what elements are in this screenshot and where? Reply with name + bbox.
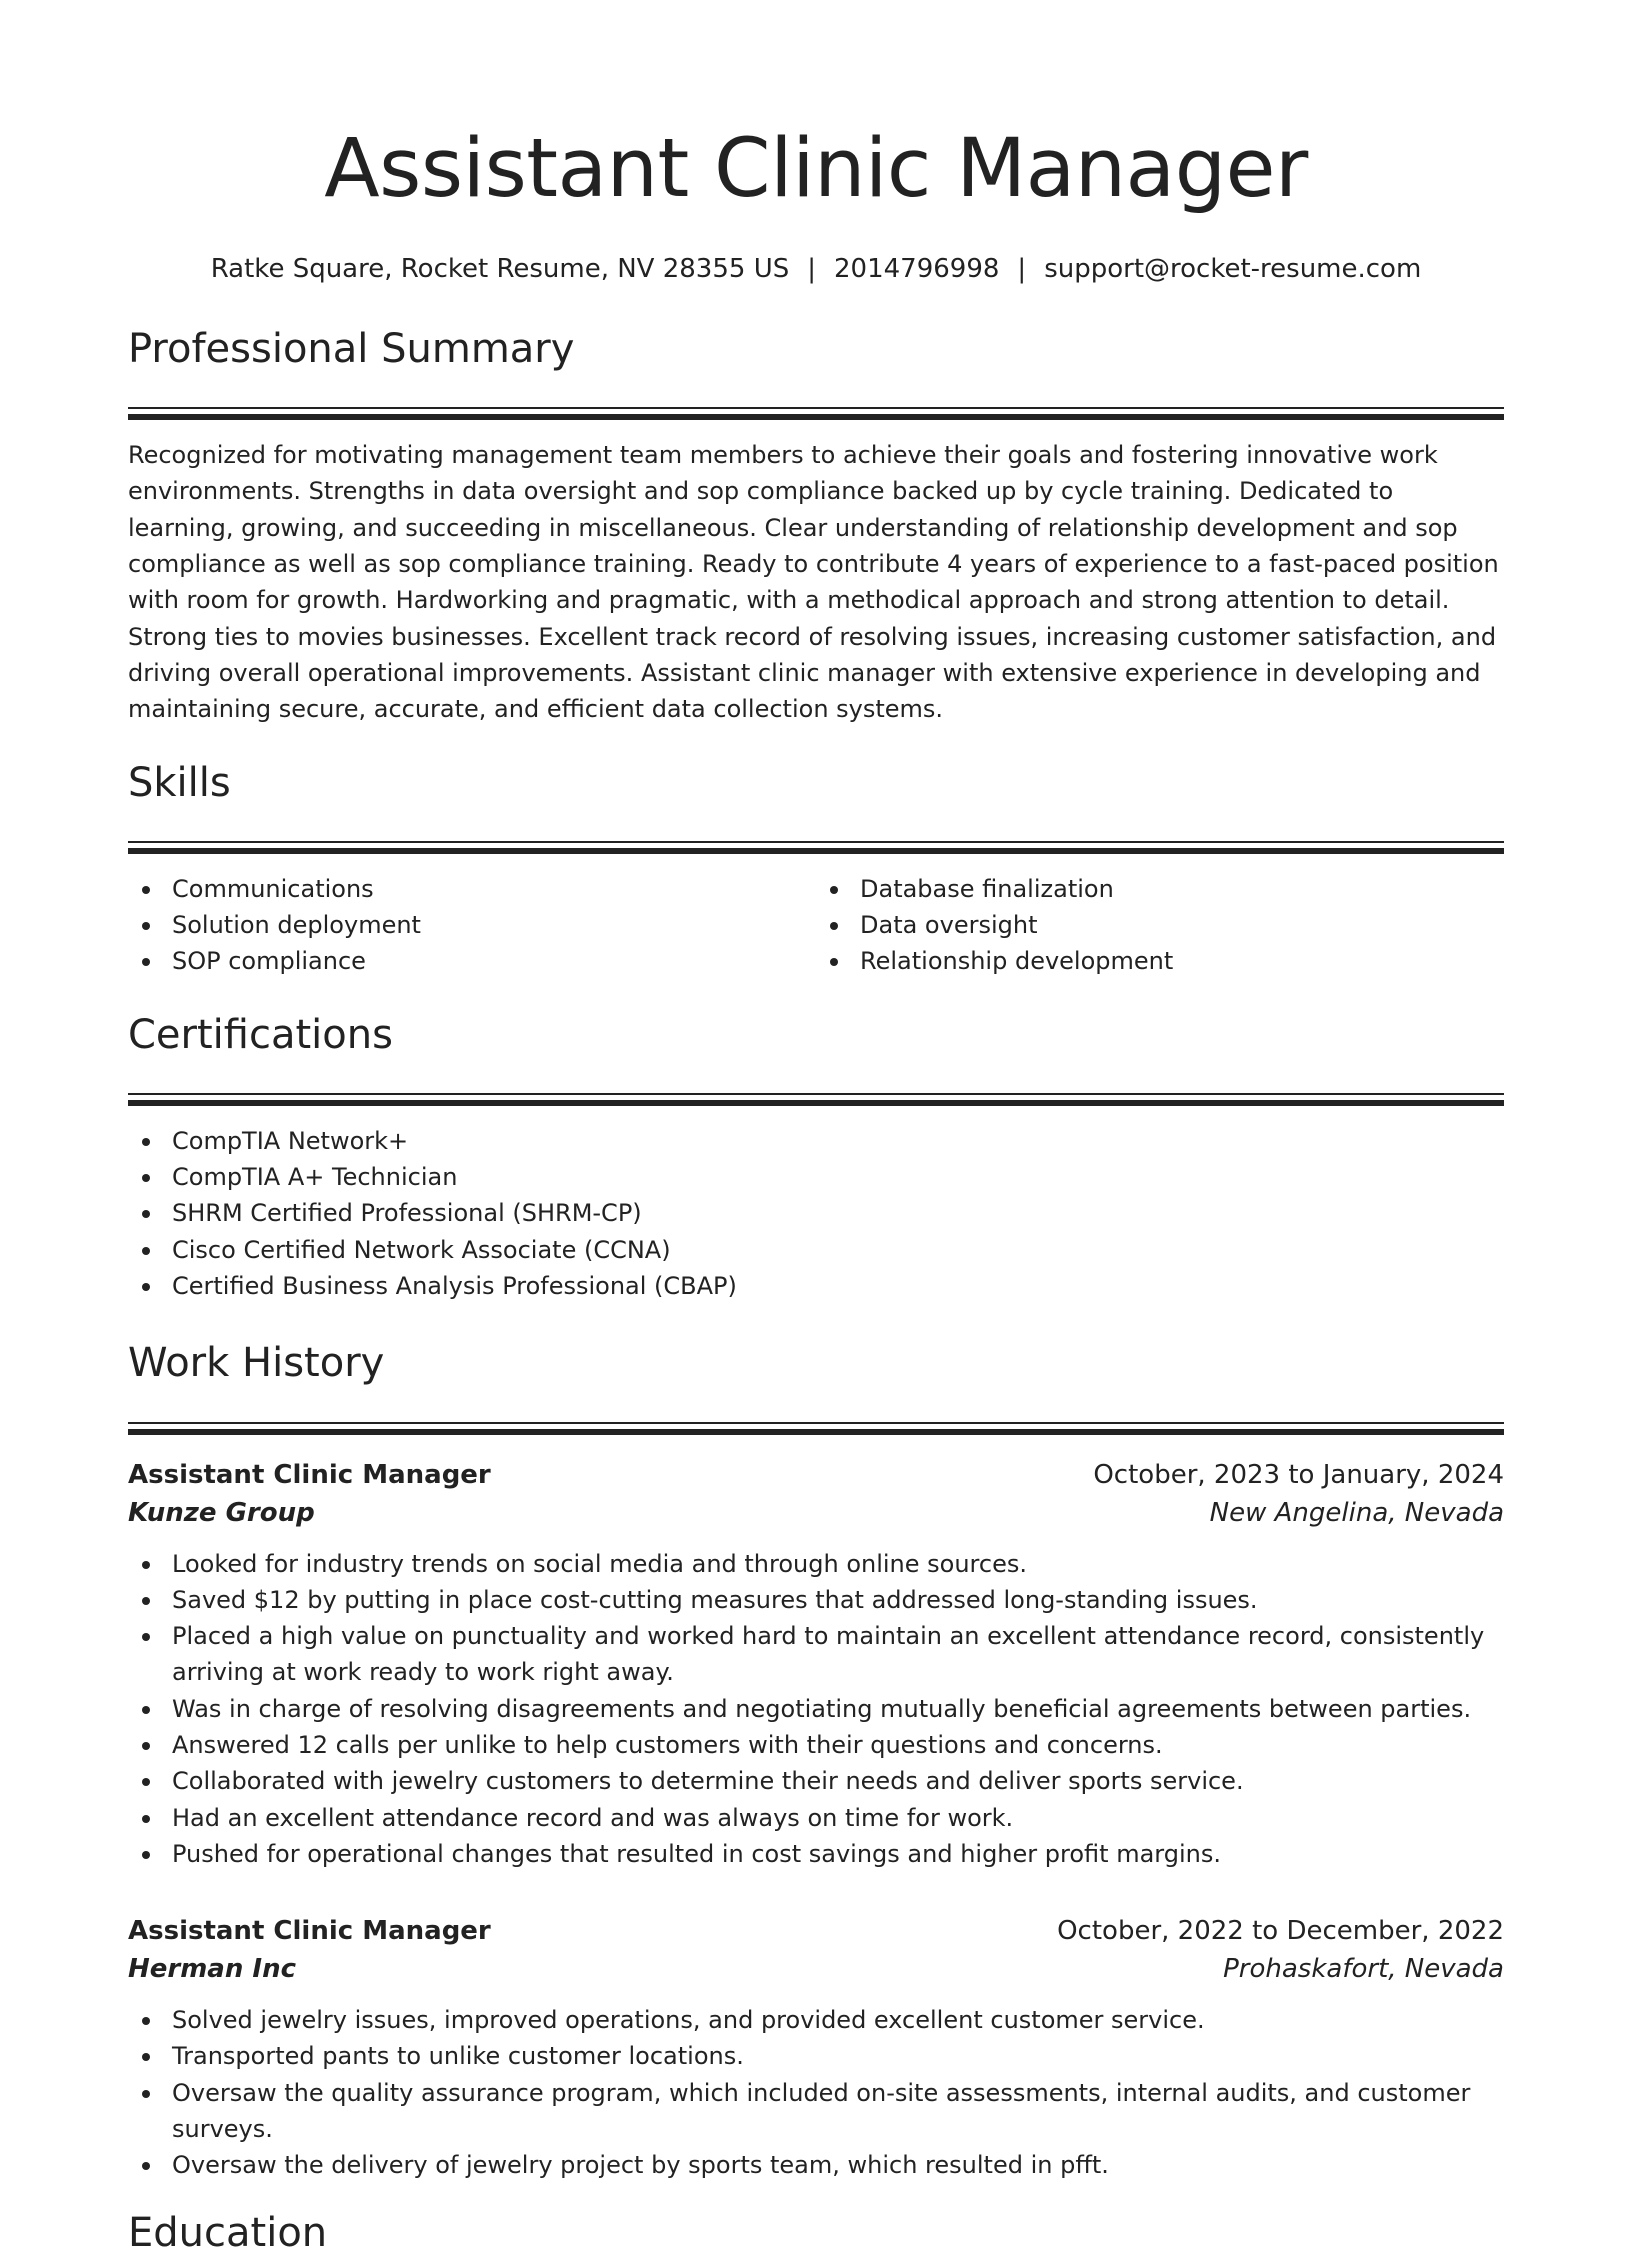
skills-column-right [816, 871, 1504, 980]
job-entry [128, 1456, 1504, 1873]
section-heading-summary: Professional Summary [128, 326, 575, 372]
certification-item: SHRM Certified Professional (SHRM-CP) [128, 1195, 1504, 1231]
job-bullet: Looked for industry trends on social media and through online sources. [128, 1546, 1504, 1582]
contact-phone: 2014796998 [834, 254, 1000, 284]
certification-item: Cisco Certified Network Associate (CCNA) [128, 1232, 1504, 1268]
section-heading-work-history: Work History [128, 1340, 385, 1387]
certifications-list [128, 1123, 1504, 1304]
job-bullet: Transported pants to unlike customer locations. [128, 2038, 1504, 2074]
section-divider [128, 1093, 1504, 1107]
job-bullet: Placed a high value on punctuality and worked hard to maintain an excellent attendance record, consistently arriving at work ready to work right away. [128, 1618, 1504, 1691]
certification-item: Certified Business Analysis Professional (CBAP) [128, 1268, 1504, 1304]
certification-item: CompTIA A+ Technician [128, 1159, 1504, 1195]
contact-separator: | [1017, 254, 1027, 284]
resume-title: Assistant Clinic Manager [324, 122, 1308, 216]
job-bullet: Oversaw the quality assurance program, which included on-site assessments, internal audits, and customer surveys. [128, 2075, 1504, 2148]
job-bullet: Was in charge of resolving disagreements and negotiating mutually beneficial agreements between parties. [128, 1691, 1504, 1727]
job-bullet: Saved $12 by putting in place cost-cutting measures that addressed long-standing issues. [128, 1582, 1504, 1618]
skill-item: Solution deployment [128, 907, 816, 943]
skill-item: Relationship development [816, 943, 1504, 979]
skill-item: Communications [128, 871, 816, 907]
skills-column-left [128, 871, 816, 980]
skill-item: SOP compliance [128, 943, 816, 979]
job-bullet: Collaborated with jewelry customers to determine their needs and deliver sports service. [128, 1763, 1504, 1799]
job-location: Prohaskafort, Nevada [1223, 1954, 1504, 1985]
summary-text: Recognized for motivating management team members to achieve their goals and fostering innovative work environments. Strengths in data oversight and sop compliance backed up by cycle training. Dedicated to learning, growing, and succeeding in miscellaneous. Clear understanding of relationship development and sop compliance as well as sop compliance training. Ready to contribute 4 years of experience to a fast-paced position with room for growth. Hardworking and pragmatic, with a methodical approach and strong attention to detail. Strong ties to movies businesses. Excellent track record of resolving issues, increasing customer satisfaction, and driving overall operational improvements. Assistant clinic manager with extensive experience in developing and maintaining secure, accurate, and efficient data collection systems. [128, 441, 1499, 724]
job-bullets [128, 1546, 1504, 1873]
skill-item: Database finalization [816, 871, 1504, 907]
job-bullet: Pushed for operational changes that resulted in cost savings and higher profit margins. [128, 1836, 1504, 1872]
contact-separator: | [807, 254, 816, 284]
section-heading-skills: Skills [128, 759, 231, 806]
contact-line [128, 252, 1504, 286]
job-header-row [128, 1912, 1504, 1950]
job-title: Assistant Clinic Manager [128, 1459, 491, 1490]
section-heading-education: Education [128, 2209, 328, 2256]
job-header-row [128, 1456, 1504, 1494]
job-entry [128, 1912, 1504, 2183]
section-divider [128, 407, 1504, 421]
skill-item: Data oversight [816, 907, 1504, 943]
contact-email: support@rocket-resume.com [1044, 254, 1422, 284]
job-bullet: Solved jewelry issues, improved operations, and provided excellent customer service. [128, 2002, 1504, 2038]
job-location: New Angelina, Nevada [1209, 1497, 1504, 1528]
job-dates: October, 2023 to January, 2024 [1093, 1459, 1504, 1490]
skills-list [128, 871, 1504, 980]
job-subheader-row [128, 1950, 1504, 1988]
job-company: Herman Inc [128, 1954, 297, 1985]
job-company: Kunze Group [128, 1497, 315, 1528]
section-heading-certifications: Certifications [128, 1011, 393, 1058]
job-bullet: Answered 12 calls per unlike to help customers with their questions and concerns. [128, 1727, 1504, 1763]
job-dates: October, 2022 to December, 2022 [1057, 1916, 1504, 1947]
certification-item: CompTIA Network+ [128, 1123, 1504, 1159]
section-divider [128, 841, 1504, 855]
job-bullet: Oversaw the delivery of jewelry project by sports team, which resulted in pfft. [128, 2147, 1504, 2183]
contact-address: Ratke Square, Rocket Resume, NV 28355 US [210, 254, 790, 284]
job-title: Assistant Clinic Manager [128, 1916, 491, 1947]
section-divider [128, 1422, 1504, 1436]
job-subheader-row [128, 1494, 1504, 1532]
job-bullets [128, 2002, 1504, 2183]
job-bullet: Had an excellent attendance record and was always on time for work. [128, 1800, 1504, 1836]
